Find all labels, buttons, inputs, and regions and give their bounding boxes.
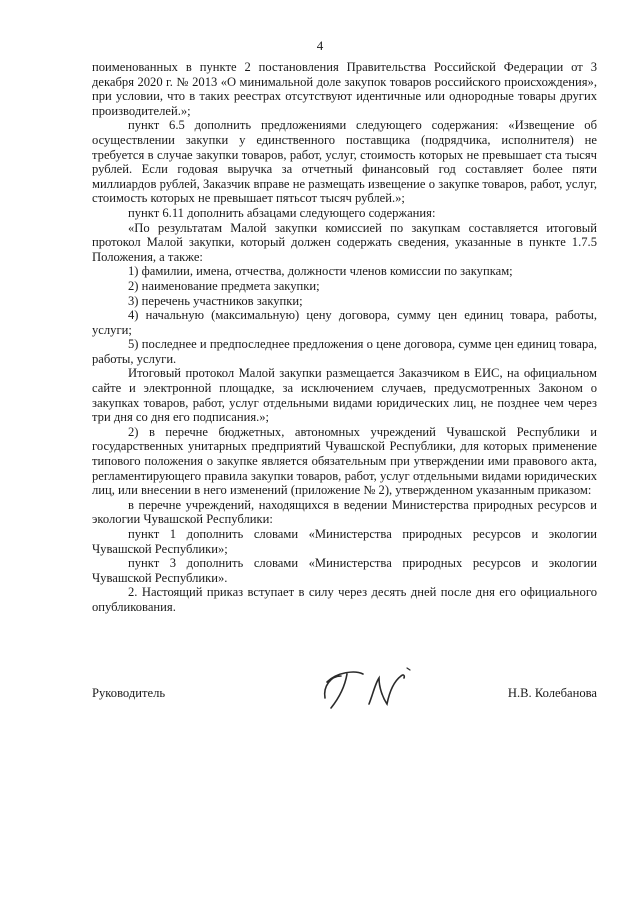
paragraph: пункт 1 дополнить словами «Министерства природных ресурсов и экологии Чувашской Республики»; [92, 527, 597, 556]
list-item: 5) последнее и предпоследнее предложения о цене договора, сумме цен единиц товара, работы, услуги. [92, 337, 597, 366]
list-item: 3) перечень участников закупки; [128, 293, 303, 308]
document-body [92, 60, 597, 615]
list-item: 1) фамилии, имена, отчества, должности членов комиссии по закупкам; [128, 264, 513, 279]
signatory-name: Н.В. Колебанова [507, 686, 597, 700]
paragraph: 2) в перечне бюджетных, автономных учреждений Чувашской Республики и государственных унитарных предприятий Чувашской Республики, для которых применение типового положения о закупке является обязательным при утверждении ими правового акта, регламентирующего правила закупки товаров, работ, услуг отдельными видами юридических лиц, или внесении в него изменений (приложение № 2), утвержденном указанным приказом: [92, 424, 597, 498]
paragraph: 2. Настоящий приказ вступает в силу через десять дней после дня его официального опубликования. [92, 585, 597, 614]
paragraph: пункт 3 дополнить словами «Министерства природных ресурсов и экологии Чувашской Республики». [92, 556, 597, 585]
paragraph: в перечне учреждений, находящихся в ведении Министерства природных ресурсов и экологии Чувашской Республики: [92, 497, 597, 527]
list-item: 2) наименование предмета закупки; [128, 278, 320, 293]
paragraph: пункт 6.5 дополнить предложениями следующего содержания: «Извещение об осуществлении закупки у единственного поставщика (подрядчика, исполнителя) не требуется в случае закупки товаров, работ, услуг, стоимость которых не превышает ста тысяч рублей. Если годовая выручка за отчетный финансовый год составляет более пяти миллиардов рублей, Заказчик вправе не размещать извещение о закупке товаров, работ, услуг, стоимость которых не превышает пятьсот тысяч рублей.»; [92, 118, 597, 206]
list-item: 4) начальную (максимальную) цену договора, сумму цен единиц товара, работы, услуги; [92, 308, 597, 337]
page-number: 4 [316, 38, 324, 53]
handwritten-signature-icon [317, 664, 417, 714]
paragraph: Итоговый протокол Малой закупки размещается Заказчиком в ЕИС, на официальном сайте и электронной площадке, за исключением случаев, предусмотренных Законом о закупках товаров, работ, услуг отдельными видами юридических лиц, не позднее чем через три дня со дня его подписания.»; [92, 366, 597, 425]
paragraph: пункт 6.11 дополнить абзацами следующего содержания: [128, 205, 436, 220]
paragraph: «По результатам Малой закупки комиссией по закупкам составляется итоговый протокол Малой закупки, который должен содержать сведения, указанные в пункте 1.7.5 Положения, а также: [92, 220, 597, 264]
signatory-position: Руководитель [92, 686, 166, 700]
paragraph: поименованных в пункте 2 постановления Правительства Российской Федерации от 3 декабря 2020 г. № 2013 «О минимальной доле закупок товаров российского происхождения», при условии, что в таких реестрах отсутствуют идентичные или однородные товары других производителей.»; [92, 60, 597, 118]
signature-block [92, 664, 597, 724]
